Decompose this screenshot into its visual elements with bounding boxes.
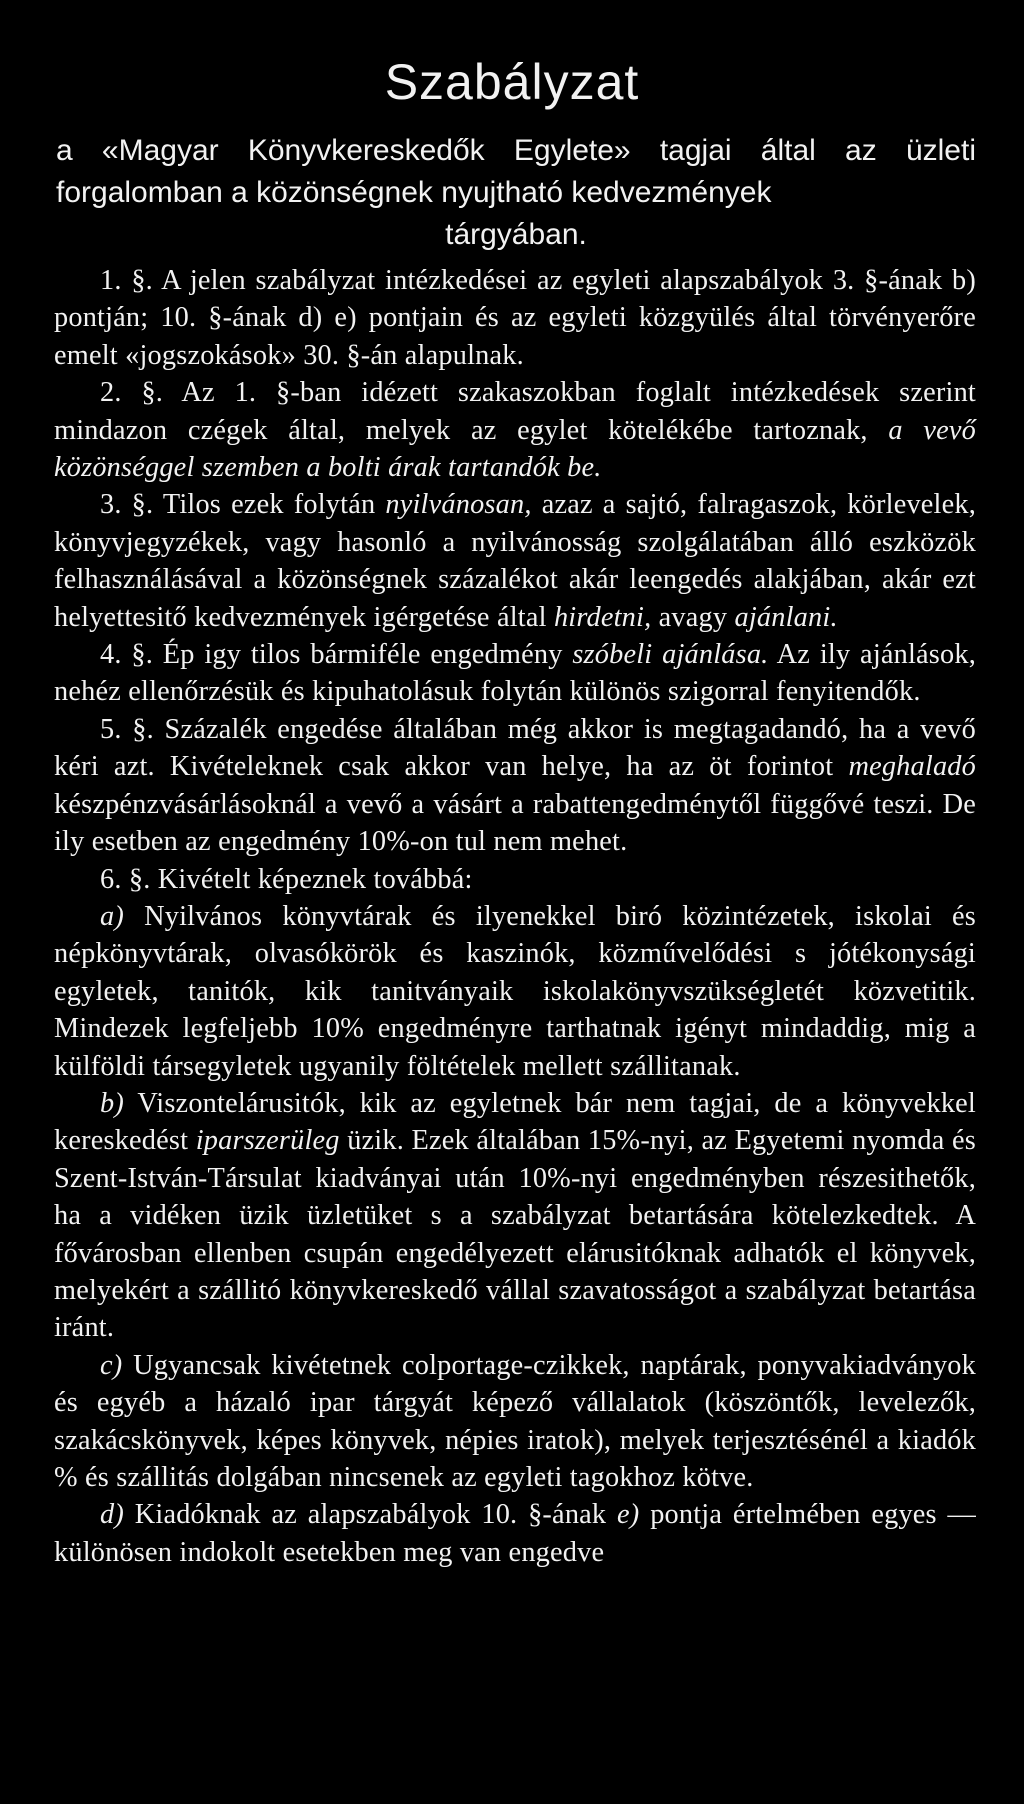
paragraph-5-italic: meghaladó bbox=[848, 751, 976, 783]
paragraph-6d bbox=[54, 1496, 976, 1571]
paragraph-6: 6. §. Kivételt képeznek továbbá: bbox=[100, 863, 473, 895]
item-italic-b: iparszerüleg bbox=[195, 1125, 340, 1157]
document-title: Szabályzat bbox=[384, 54, 640, 110]
paragraph-2 bbox=[54, 374, 976, 486]
item-text-d: pontja értelmében egyes — különösen indokolt esetekben meg van engedve bbox=[54, 1499, 977, 1568]
paragraph-1: 1. §. A jelen szabályzat intézkedései az egyleti alapszabályok 3. §-ának b) pontján; 10. §-ának d) e) pontjain és az egyleti közgyülés által törvényerőre emelt «jogszokások» 30. §-án alapulnak. bbox=[54, 265, 976, 371]
item-label-b: b) bbox=[100, 1087, 124, 1119]
item-text-b: üzik. Ezek általában 15%-nyi, az Egyetemi nyomda és Szent-István-Társulat kiadványai után 10%-nyi engedményben részesithetők, ha a vidéken üzik üzletüket s a szabályzat betartására kötelezkedtek. A fővárosban ellenben csupán engedélyezett elárusitóknak adhatók el könyvek, melyekért a szállitó könyvkereskedő vállal szavatosságot a szabályzat betartása iránt. bbox=[54, 1125, 977, 1344]
subtitle-line: a «Magyar Könyvkereskedők Egylete» tagjai által az üzleti forgalomban a közönségnek nyujtható kedvezmények bbox=[56, 134, 976, 209]
paragraph-3-italic: nyilvánosan, bbox=[385, 489, 532, 521]
paragraph-6b bbox=[54, 1085, 976, 1347]
paragraph-2-text: 2. §. Az 1. §-ban idézett szakaszokban foglalt intézkedések szerint mindazon czégek által, melyek az egylet kötelékébe tartoznak, bbox=[54, 377, 976, 446]
document-body bbox=[54, 262, 976, 1571]
paragraph-6c bbox=[54, 1347, 976, 1497]
paragraph-4 bbox=[54, 636, 976, 711]
paragraph-4-italic: szóbeli ajánlása. bbox=[572, 639, 769, 671]
document-subtitle bbox=[56, 130, 976, 256]
item-label-c: c) bbox=[100, 1349, 123, 1381]
paragraph-4-text: Az ily ajánlások, nehéz ellenőrzésük és kipuhatolásuk folytán különös szigorral fenyitendők. bbox=[54, 639, 976, 708]
paragraph-3-italic: hirdetni, bbox=[553, 601, 652, 633]
item-text-c: Ugyancsak kivétetnek colportage-czikkek, naptárak, ponyvakiadványok és egyéb a házaló ipar tárgyát képező vállalatok (köszöntők, levelezők, szakácskönyvek, képes könyvek, népies iratok), melyek terjesztésénél a kiadók % és szállitás dolgában nincsenek az egyleti tagokhoz kötve. bbox=[54, 1349, 976, 1493]
item-text-b: Viszontelárusitók, kik az egyletnek bár nem tagjai, de a könyvekkel kereskedést bbox=[54, 1087, 976, 1157]
item-text-d: Kiadóknak az alapszabályok 10. §-ának bbox=[134, 1499, 607, 1531]
paragraph-3-italic: ajánlani. bbox=[734, 601, 838, 633]
item-label-d: d) bbox=[100, 1499, 124, 1531]
paragraph-3-text: avagy bbox=[658, 601, 728, 633]
item-text-a: Nyilvános könyvtárak és ilyenekkel biró közintézetek, iskolai és népkönyvtárak, olvasókörök és kaszinók, közművelődési s jótékonysági egyletek, tanitók, kik tanitványaik iskolakönyvszükségletét közvetitik. Mindezek legfeljebb 10% engedményre tarthatnak igényt mindaddig, mig a külföldi társegyletek ugyanily föltételek mellett szállitanak. bbox=[54, 900, 976, 1082]
paragraph-5 bbox=[54, 711, 976, 861]
item-label-a: a) bbox=[100, 900, 124, 932]
paragraph-4-text: 4. §. Ép igy tilos bármiféle engedmény bbox=[100, 639, 563, 671]
paragraph-6a bbox=[54, 898, 976, 1085]
paragraph-5-text: 5. §. Százalék engedése általában még akkor is megtagadandó, ha a vevő kéri azt. Kivételeknek csak akkor van helye, ha az öt forintot bbox=[54, 713, 976, 783]
item-italic-d: e) bbox=[617, 1499, 640, 1531]
paragraph-3-text: azaz a sajtó, falragaszok, körlevelek, könyvjegyzékek, vagy hasonló a nyilvánosság szolgálatában álló eszközök felhasználásával a közönségnek százalékot akár leengedés alakjában, akár ezt helyettesitő kedvezmények igérgetése által bbox=[54, 489, 977, 633]
paragraph-2-italic: a vevő közönséggel szemben a bolti árak tartandók be. bbox=[54, 414, 976, 484]
subtitle-line-center: tárgyában. bbox=[445, 218, 587, 251]
paragraph-3 bbox=[54, 486, 976, 636]
paragraph-3-text: 3. §. Tilos ezek folytán bbox=[100, 489, 376, 521]
paragraph-5-text: készpénzvásárlásoknál a vevő a vásárt a rabattengedménytől függővé teszi. De ily esetben az engedmény 10%-on tul nem mehet. bbox=[54, 788, 976, 858]
